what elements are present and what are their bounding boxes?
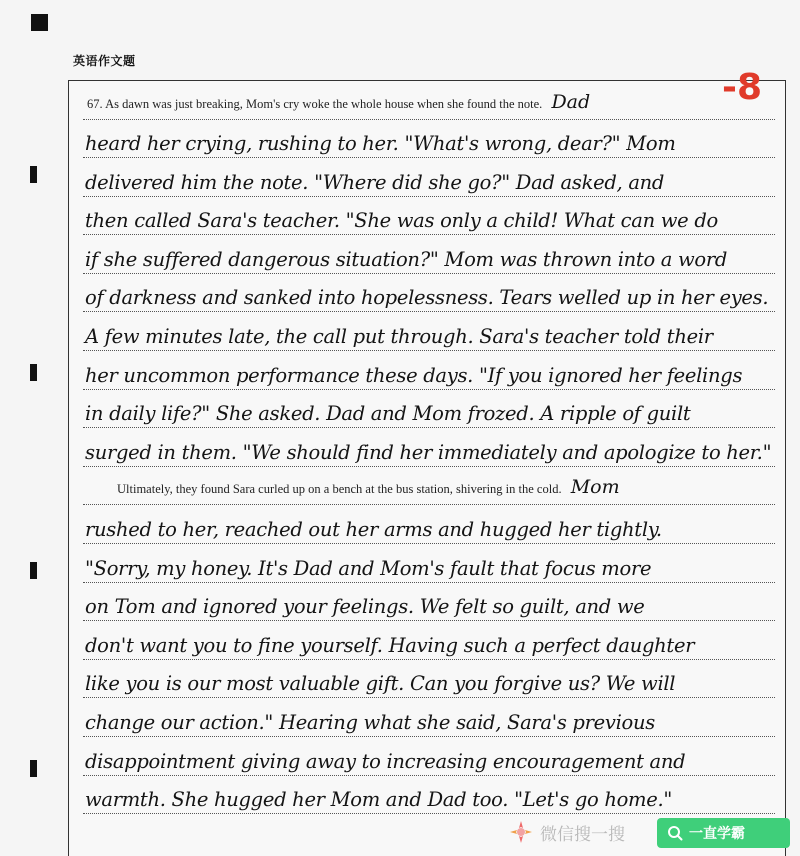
handwritten-line [83, 158, 775, 197]
score-sign: - [722, 67, 737, 108]
wechat-search-logo-icon [508, 819, 534, 845]
handwritten-line [83, 235, 775, 274]
score-mark [722, 67, 763, 108]
handwritten-line [83, 273, 775, 312]
handwritten-line [83, 505, 775, 544]
handwritten-text: if she suffered dangerous situation?" Mom was thrown into a word [85, 247, 728, 271]
wechat-search-watermark [508, 817, 625, 847]
handwritten-text: then called Sara's teacher. "She was only a child! What can we do [85, 209, 718, 233]
corner-registration-mark [31, 14, 48, 31]
handwritten-text: surged in them. "We should find her immediately and apologize to her." [85, 440, 772, 464]
prompt-1 [87, 91, 590, 113]
search-icon [667, 825, 683, 841]
handwritten-text: rushed to her, reached out her arms and hugged her tightly. [85, 518, 662, 541]
search-button-label: 一直学霸 [689, 826, 745, 842]
prompt-2-text: Ultimately, they found Sara curled up on a bench at the bus station, shivering in the cold. [117, 482, 562, 497]
prompt-line-1 [83, 81, 775, 120]
handwritten-text: in daily life?" She asked. Dad and Mom frozed. A ripple of guilt [85, 402, 691, 426]
handwritten-text: don't want you to fine yourself. Having such a perfect daughter [85, 633, 695, 657]
handwritten-text: on Tom and ignored your feelings. We felt so guilt, and we [85, 595, 645, 619]
margin-timing-mark [30, 364, 37, 381]
prompt-1-continuation: Dad [551, 91, 591, 113]
score-value: 8 [736, 67, 763, 108]
handwritten-line [83, 737, 775, 776]
handwritten-text: disappointment giving away to increasing encouragement and [85, 749, 686, 773]
margin-timing-mark [30, 166, 37, 183]
prompt-1-text: As dawn was just breaking, Mom's cry woke the whole house when she found the note. [105, 97, 543, 111]
handwritten-line [83, 544, 775, 583]
handwritten-text: change our action." Hearing what she said, Sara's previous [85, 711, 655, 734]
margin-timing-mark [30, 760, 37, 777]
prompt-2 [117, 476, 620, 498]
handwritten-line [83, 196, 775, 235]
handwritten-text: her uncommon performance these days. "If you ignored her feelings [85, 363, 743, 387]
question-number: 67. [87, 97, 103, 111]
handwritten-line [83, 659, 775, 698]
handwritten-text: like you is our most valuable gift. Can you forgive us? We will [85, 672, 676, 696]
sheet-label: 英语作文题 [73, 54, 136, 68]
handwritten-text: delivered him the note. "Where did she go?" Dad asked, and [85, 170, 665, 194]
handwritten-text: "Sorry, my honey. It's Dad and Mom's fault that focus more [85, 556, 652, 580]
margin-timing-mark [30, 562, 37, 579]
handwritten-line [83, 312, 775, 351]
answer-box [68, 80, 786, 856]
handwritten-line [83, 119, 775, 158]
handwritten-text: A few minutes late, the call put through. Sara's teacher told their [85, 325, 713, 348]
handwritten-text: of darkness and sanked into hopelessness. Tears welled up in her eyes. [85, 286, 769, 310]
prompt-2-continuation: Mom [570, 476, 620, 499]
handwritten-text: heard her crying, rushing to her. "What's wrong, dear?" Mom [85, 132, 676, 155]
handwritten-text: warmth. She hugged her Mom and Dad too. "Let's go home." [85, 788, 673, 812]
handwritten-line [83, 351, 775, 390]
handwritten-line [83, 698, 775, 737]
handwritten-line [83, 428, 775, 467]
prompt-line-2 [83, 466, 775, 505]
watermark-text: 微信搜一搜 [540, 824, 625, 845]
handwritten-line [83, 621, 775, 660]
handwritten-line [83, 582, 775, 621]
search-button[interactable] [657, 818, 790, 848]
handwritten-line [83, 389, 775, 428]
handwritten-line [83, 775, 775, 814]
